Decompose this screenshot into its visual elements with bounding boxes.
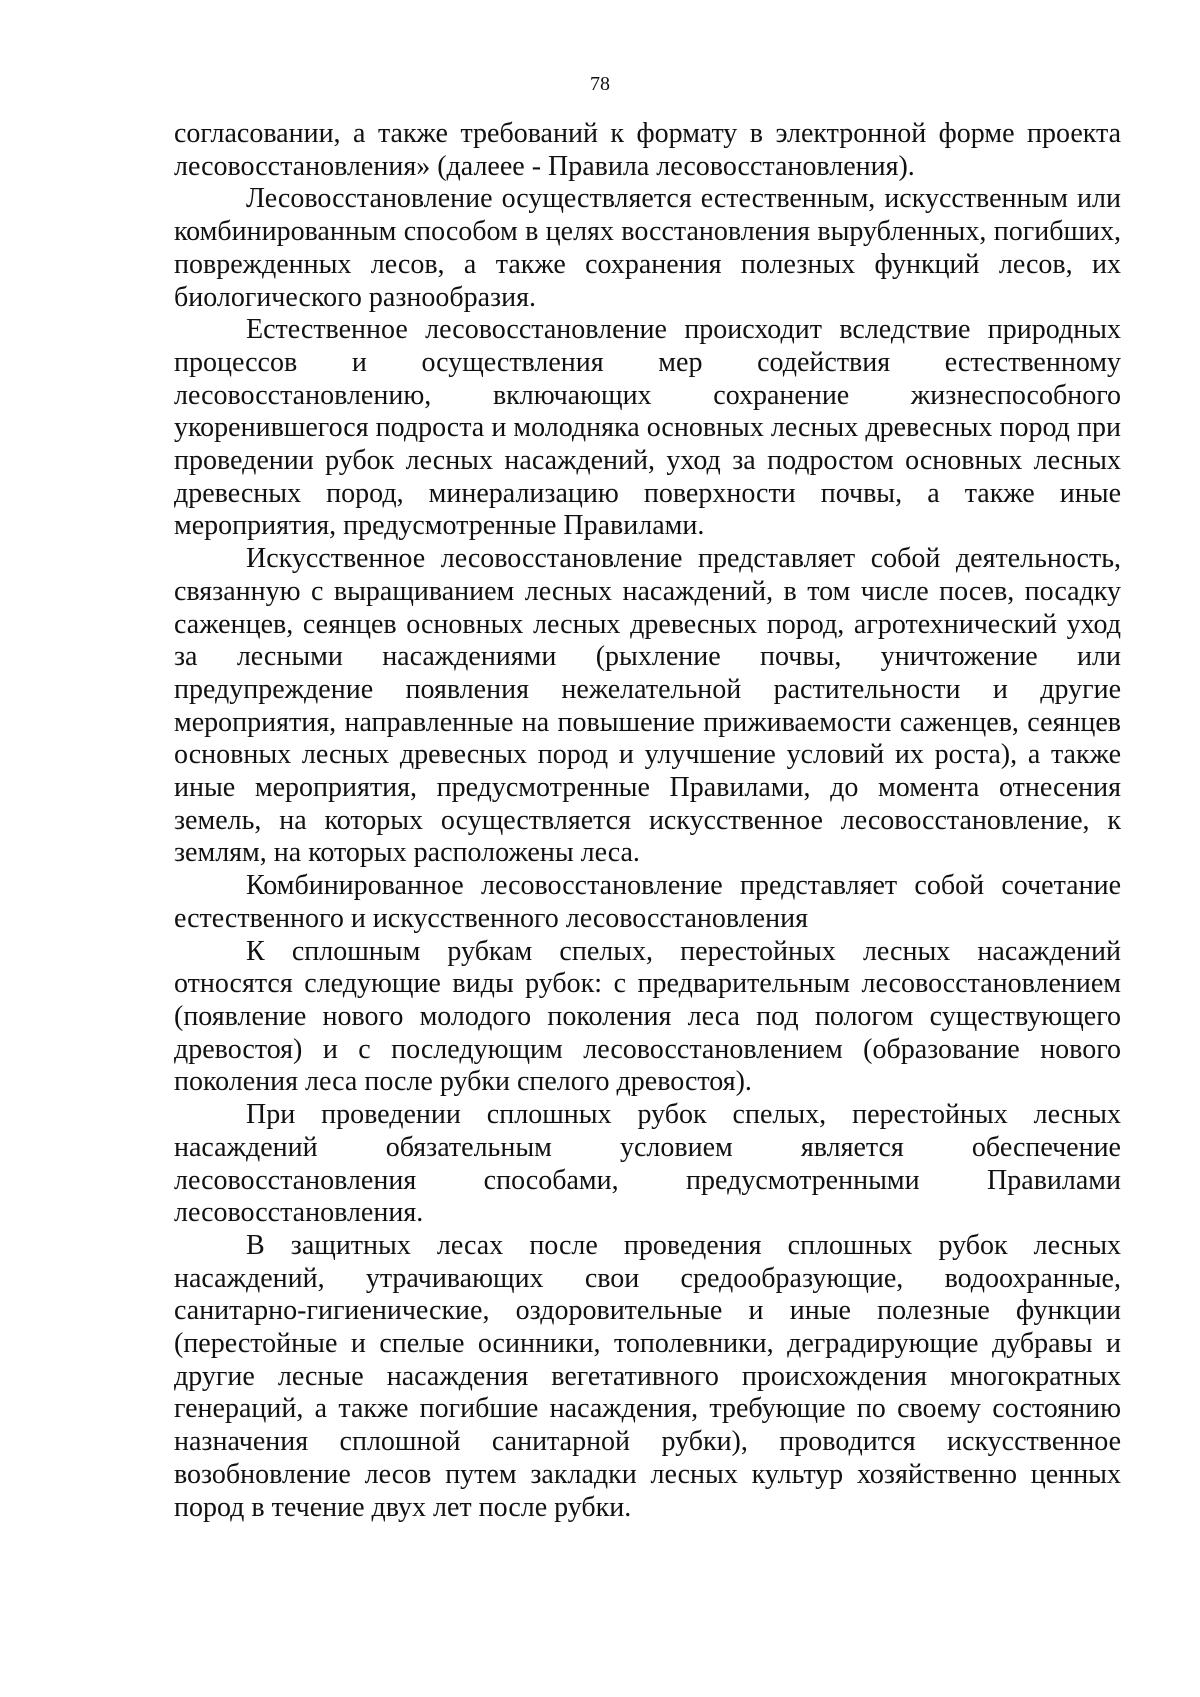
paragraph-natural-reforestation: Естественное лесовосстановление происходит вследствие природных процессов и осуществления мер содействия естественному лесовосстановлению, включающих сохранение жизнеспособного укоренившегося подроста и молодняка основных лесных древесных пород при проведении рубок лесных насаждений, уход за подростом основных лесных древесных пород, минерализацию поверхности почвы, а также иные мероприятия, предусмотренные Правилами. (174, 314, 1121, 542)
paragraph-clear-cutting-types: К сплошным рубкам спелых, перестойных лесных насаждений относятся следующие виды рубок: с предварительным лесовосстановлением (появление нового молодого поколения леса под пологом существующего древостоя) и с последующим лесовосстановлением (образование нового поколения леса после рубки спелого древостоя). (174, 935, 1121, 1098)
paragraph-protective-forests: В защитных лесах после проведения сплошных рубок лесных насаждений, утрачивающих свои средообразующие, водоохранные, санитарно-гигиенические, оздоровительные и иные полезные функции (перестойные и спелые осинники, тополевники, деградирующие дубравы и другие лесные насаждения вегетативного происхождения многократных генераций, а также погибшие насаждения, требующие по своему состоянию назначения сплошной санитарной рубки), проводится искусственное возобновление лесов путем закладки лесных культур хозяйственно ценных пород в течение двух лет после рубки. (174, 1229, 1121, 1523)
paragraph-continuation: согласовании, а также требований к формату в электронной форме проекта лесовосстановления» (далеее - Правила лесовосстановления). (174, 118, 1121, 182)
paragraph-combined-reforestation: Комбинированное лесовосстановление представляет собой сочетание естественного и искусственного лесовосстановления (174, 870, 1121, 934)
paragraph-clear-cutting-condition: При проведении сплошных рубок спелых, перестойных лесных насаждений обязательным условием является обеспечение лесовосстановления способами, предусмотренными Правилами лесовосстановления. (174, 1099, 1121, 1229)
paragraph-reforestation-methods: Лесовосстановление осуществляется естественным, искусственным или комбинированным способом в целях восстановления вырубленных, погибших, поврежденных лесов, а также сохранения полезных функций лесов, их биологического разнообразия. (174, 183, 1121, 313)
document-body (174, 118, 1121, 1524)
paragraph-artificial-reforestation: Искусственное лесовосстановление представляет собой деятельность, связанную с выращиванием лесных насаждений, в том числе посев, посадку саженцев, сеянцев основных лесных древесных пород, агротехнический уход за лесными насаждениями (рыхление почвы, уничтожение или предупреждение появления нежелательной растительности и другие мероприятия, направленные на повышение приживаемости саженцев, сеянцев основных лесных древесных пород и улучшение условий их роста), а также иные мероприятия, предусмотренные Правилами, до момента отнесения земель, на которых осуществляется искусственное лесовосстановление, к землям, на которых расположены леса. (174, 543, 1121, 869)
page-number: 78 (590, 73, 610, 95)
